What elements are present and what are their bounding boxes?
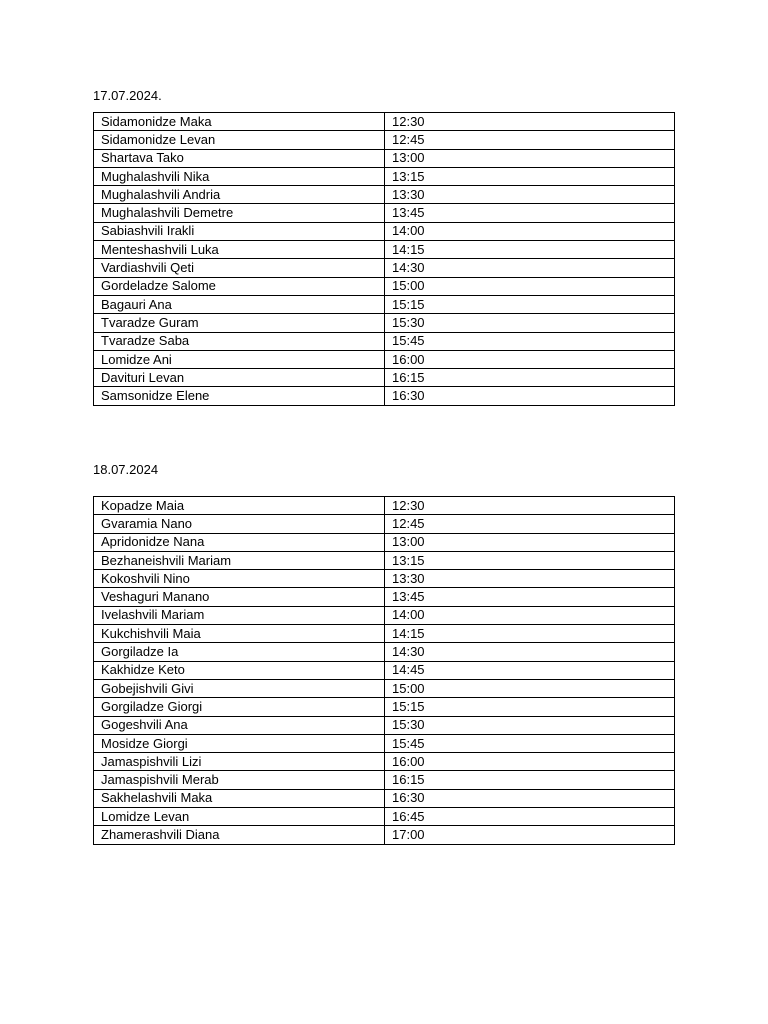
name-cell: Tvaradze Guram bbox=[94, 314, 385, 332]
time-cell: 17:00 bbox=[385, 826, 675, 844]
table-row bbox=[94, 771, 675, 789]
name-cell: Bezhaneishvili Mariam bbox=[94, 551, 385, 569]
name-cell: Mughalashvili Andria bbox=[94, 186, 385, 204]
name-cell: Gorgiladze Ia bbox=[94, 643, 385, 661]
table-row bbox=[94, 606, 675, 624]
name-cell: Sidamonidze Maka bbox=[94, 113, 385, 131]
table-row bbox=[94, 113, 675, 131]
time-cell: 14:30 bbox=[385, 259, 675, 277]
time-cell: 15:15 bbox=[385, 295, 675, 313]
name-cell: Kopadze Maia bbox=[94, 497, 385, 515]
table-row bbox=[94, 332, 675, 350]
table-row bbox=[94, 131, 675, 149]
name-cell: Gobejishvili Givi bbox=[94, 679, 385, 697]
time-cell: 13:30 bbox=[385, 186, 675, 204]
table-row bbox=[94, 369, 675, 387]
time-cell: 12:45 bbox=[385, 515, 675, 533]
time-cell: 13:00 bbox=[385, 533, 675, 551]
name-cell: Jamaspishvili Merab bbox=[94, 771, 385, 789]
table-row bbox=[94, 551, 675, 569]
name-cell: Davituri Levan bbox=[94, 369, 385, 387]
table-row bbox=[94, 350, 675, 368]
table-row bbox=[94, 753, 675, 771]
time-cell: 14:00 bbox=[385, 606, 675, 624]
name-cell: Tvaradze Saba bbox=[94, 332, 385, 350]
time-cell: 16:30 bbox=[385, 789, 675, 807]
time-cell: 14:45 bbox=[385, 661, 675, 679]
table-row bbox=[94, 570, 675, 588]
name-cell: Lomidze Levan bbox=[94, 808, 385, 826]
table-row bbox=[94, 698, 675, 716]
table-row bbox=[94, 497, 675, 515]
name-cell: Shartava Tako bbox=[94, 149, 385, 167]
time-cell: 13:45 bbox=[385, 588, 675, 606]
name-cell: Sidamonidze Levan bbox=[94, 131, 385, 149]
table-row bbox=[94, 167, 675, 185]
time-cell: 16:00 bbox=[385, 753, 675, 771]
time-cell: 16:15 bbox=[385, 369, 675, 387]
table-row bbox=[94, 734, 675, 752]
table-row bbox=[94, 533, 675, 551]
table-row bbox=[94, 149, 675, 167]
name-cell: Jamaspishvili Lizi bbox=[94, 753, 385, 771]
name-cell: Veshaguri Manano bbox=[94, 588, 385, 606]
time-cell: 14:15 bbox=[385, 625, 675, 643]
time-cell: 15:30 bbox=[385, 314, 675, 332]
time-cell: 14:30 bbox=[385, 643, 675, 661]
name-cell: Kakhidze Keto bbox=[94, 661, 385, 679]
table-row bbox=[94, 277, 675, 295]
name-cell: Kokoshvili Nino bbox=[94, 570, 385, 588]
time-cell: 15:15 bbox=[385, 698, 675, 716]
table-row bbox=[94, 259, 675, 277]
time-cell: 13:45 bbox=[385, 204, 675, 222]
schedule-table bbox=[93, 112, 675, 406]
name-cell: Ivelashvili Mariam bbox=[94, 606, 385, 624]
time-cell: 15:30 bbox=[385, 716, 675, 734]
time-cell: 16:00 bbox=[385, 350, 675, 368]
table-row bbox=[94, 679, 675, 697]
time-cell: 15:00 bbox=[385, 277, 675, 295]
name-cell: Gvaramia Nano bbox=[94, 515, 385, 533]
time-cell: 13:30 bbox=[385, 570, 675, 588]
table-row bbox=[94, 588, 675, 606]
time-cell: 12:45 bbox=[385, 131, 675, 149]
table-row bbox=[94, 808, 675, 826]
name-cell: Menteshashvili Luka bbox=[94, 241, 385, 259]
date-heading: 18.07.2024 bbox=[93, 462, 159, 477]
name-cell: Gordeladze Salome bbox=[94, 277, 385, 295]
table-row bbox=[94, 661, 675, 679]
name-cell: Sakhelashvili Maka bbox=[94, 789, 385, 807]
table-row bbox=[94, 241, 675, 259]
name-cell: Bagauri Ana bbox=[94, 295, 385, 313]
time-cell: 15:45 bbox=[385, 332, 675, 350]
time-cell: 12:30 bbox=[385, 113, 675, 131]
table-row bbox=[94, 515, 675, 533]
name-cell: Gogeshvili Ana bbox=[94, 716, 385, 734]
name-cell: Gorgiladze Giorgi bbox=[94, 698, 385, 716]
table-row bbox=[94, 643, 675, 661]
time-cell: 13:15 bbox=[385, 167, 675, 185]
name-cell: Lomidze Ani bbox=[94, 350, 385, 368]
table-row bbox=[94, 186, 675, 204]
time-cell: 16:30 bbox=[385, 387, 675, 405]
schedule-table bbox=[93, 496, 675, 845]
name-cell: Sabiashvili Irakli bbox=[94, 222, 385, 240]
time-cell: 13:00 bbox=[385, 149, 675, 167]
time-cell: 16:15 bbox=[385, 771, 675, 789]
table-row bbox=[94, 222, 675, 240]
table-row bbox=[94, 625, 675, 643]
name-cell: Vardiashvili Qeti bbox=[94, 259, 385, 277]
time-cell: 14:00 bbox=[385, 222, 675, 240]
time-cell: 15:00 bbox=[385, 679, 675, 697]
name-cell: Mughalashvili Nika bbox=[94, 167, 385, 185]
table-row bbox=[94, 716, 675, 734]
table-row bbox=[94, 826, 675, 844]
name-cell: Mosidze Giorgi bbox=[94, 734, 385, 752]
date-heading: 17.07.2024. bbox=[93, 88, 162, 103]
name-cell: Samsonidze Elene bbox=[94, 387, 385, 405]
time-cell: 16:45 bbox=[385, 808, 675, 826]
time-cell: 13:15 bbox=[385, 551, 675, 569]
name-cell: Zhamerashvili Diana bbox=[94, 826, 385, 844]
time-cell: 12:30 bbox=[385, 497, 675, 515]
table-row bbox=[94, 314, 675, 332]
name-cell: Kukchishvili Maia bbox=[94, 625, 385, 643]
name-cell: Apridonidze Nana bbox=[94, 533, 385, 551]
table-row bbox=[94, 387, 675, 405]
table-row bbox=[94, 204, 675, 222]
time-cell: 15:45 bbox=[385, 734, 675, 752]
name-cell: Mughalashvili Demetre bbox=[94, 204, 385, 222]
table-row bbox=[94, 295, 675, 313]
time-cell: 14:15 bbox=[385, 241, 675, 259]
table-row bbox=[94, 789, 675, 807]
